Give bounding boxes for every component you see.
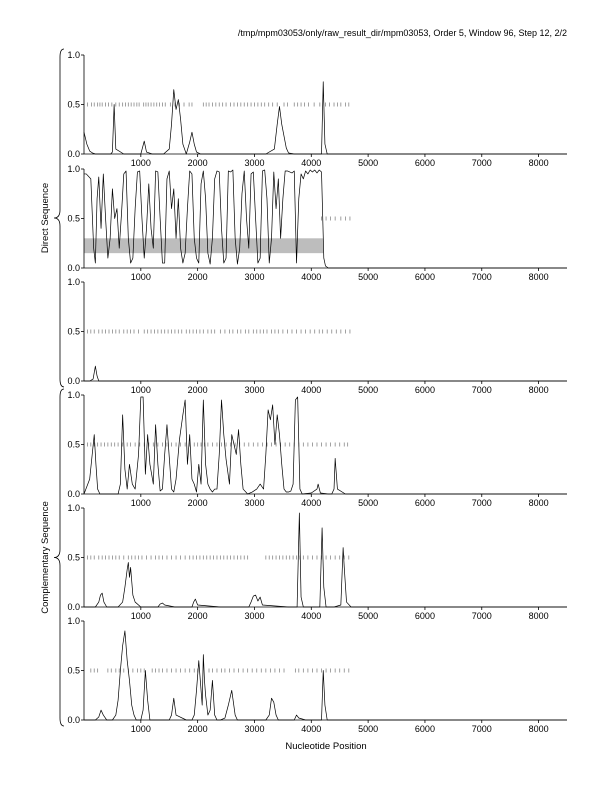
panel-1 (67, 50, 567, 168)
x-tick-label: 2000 (187, 158, 208, 168)
x-tick-label: 4000 (301, 158, 322, 168)
x-tick-label: 4000 (301, 498, 322, 508)
x-tick-label: 8000 (528, 611, 549, 621)
group-brace (54, 389, 64, 726)
x-tick-label: 5000 (358, 611, 379, 621)
x-tick-label: 8000 (528, 498, 549, 508)
panel-6 (67, 616, 567, 734)
x-tick-label: 8000 (528, 272, 549, 282)
y-tick-label: 0.5 (67, 99, 80, 110)
y-tick-label: 1.0 (67, 50, 80, 60)
x-tick-label: 3000 (244, 158, 265, 168)
group-label: Direct Sequence (40, 182, 51, 254)
series-line (84, 631, 567, 720)
x-tick-label: 6000 (414, 724, 435, 734)
series-line (84, 170, 567, 268)
y-tick-label: 0.0 (67, 715, 80, 725)
series-line (84, 366, 567, 381)
x-tick-label: 6000 (414, 498, 435, 508)
panel-4 (67, 390, 567, 508)
y-tick-label: 0.0 (67, 602, 80, 612)
x-tick-label: 5000 (358, 385, 379, 395)
x-tick-label: 5000 (358, 158, 379, 168)
x-tick-label: 1000 (130, 385, 151, 395)
x-tick-label: 2000 (187, 498, 208, 508)
group-brace (54, 49, 64, 387)
series-line (84, 397, 567, 494)
x-tick-label: 5000 (358, 724, 379, 734)
x-tick-label: 4000 (301, 385, 322, 395)
x-tick-label: 2000 (187, 611, 208, 621)
panel-3 (67, 277, 567, 395)
x-tick-label: 1000 (130, 611, 151, 621)
x-tick-label: 1000 (130, 724, 151, 734)
y-tick-label: 0.0 (67, 376, 80, 386)
x-tick-label: 7000 (471, 385, 492, 395)
y-tick-label: 0.5 (67, 213, 80, 224)
x-tick-label: 3000 (244, 272, 265, 282)
group-2 (40, 389, 64, 726)
x-tick-label: 4000 (301, 611, 322, 621)
panel-5 (67, 503, 567, 621)
plot-panels (67, 50, 567, 734)
x-tick-label: 8000 (528, 724, 549, 734)
x-tick-label: 8000 (528, 385, 549, 395)
panel-2 (67, 164, 567, 282)
y-tick-label: 0.5 (67, 326, 80, 337)
y-tick-label: 1.0 (67, 503, 80, 513)
y-tick-label: 1.0 (67, 164, 80, 174)
figure-title: /tmp/mpm03053/only/raw_result_dir/mpm03053, Order 5, Window 96, Step 12, 2/2 (237, 28, 567, 38)
x-tick-label: 7000 (471, 158, 492, 168)
y-tick-label: 1.0 (67, 277, 80, 287)
y-tick-label: 1.0 (67, 616, 80, 626)
x-tick-label: 1000 (130, 498, 151, 508)
y-tick-label: 0.0 (67, 149, 80, 159)
x-tick-label: 7000 (471, 272, 492, 282)
x-tick-label: 3000 (244, 611, 265, 621)
y-tick-label: 0.5 (67, 665, 80, 676)
x-tick-label: 2000 (187, 724, 208, 734)
x-tick-label: 2000 (187, 272, 208, 282)
x-tick-label: 6000 (414, 385, 435, 395)
y-tick-label: 0.5 (67, 439, 80, 450)
y-tick-label: 0.0 (67, 489, 80, 499)
x-tick-label: 6000 (414, 158, 435, 168)
x-tick-label: 2000 (187, 385, 208, 395)
x-tick-label: 6000 (414, 272, 435, 282)
x-tick-label: 5000 (358, 272, 379, 282)
x-tick-label: 6000 (414, 611, 435, 621)
group-label: Complementary Sequence (40, 501, 51, 614)
x-axis-title: Nucleotide Position (285, 741, 367, 752)
sequence-groups (40, 49, 64, 726)
x-tick-label: 3000 (244, 724, 265, 734)
x-tick-label: 5000 (358, 498, 379, 508)
x-tick-label: 7000 (471, 498, 492, 508)
x-tick-label: 4000 (301, 724, 322, 734)
x-tick-label: 3000 (244, 385, 265, 395)
y-tick-label: 1.0 (67, 390, 80, 400)
series-line (84, 513, 567, 607)
x-tick-label: 7000 (471, 611, 492, 621)
y-tick-label: 0.5 (67, 552, 80, 563)
x-tick-label: 3000 (244, 498, 265, 508)
series-line (84, 82, 567, 154)
x-tick-label: 1000 (130, 272, 151, 282)
x-tick-label: 8000 (528, 158, 549, 168)
x-tick-label: 7000 (471, 724, 492, 734)
y-tick-label: 0.0 (67, 263, 80, 273)
x-tick-label: 4000 (301, 272, 322, 282)
group-1 (40, 49, 64, 387)
x-tick-label: 1000 (130, 158, 151, 168)
